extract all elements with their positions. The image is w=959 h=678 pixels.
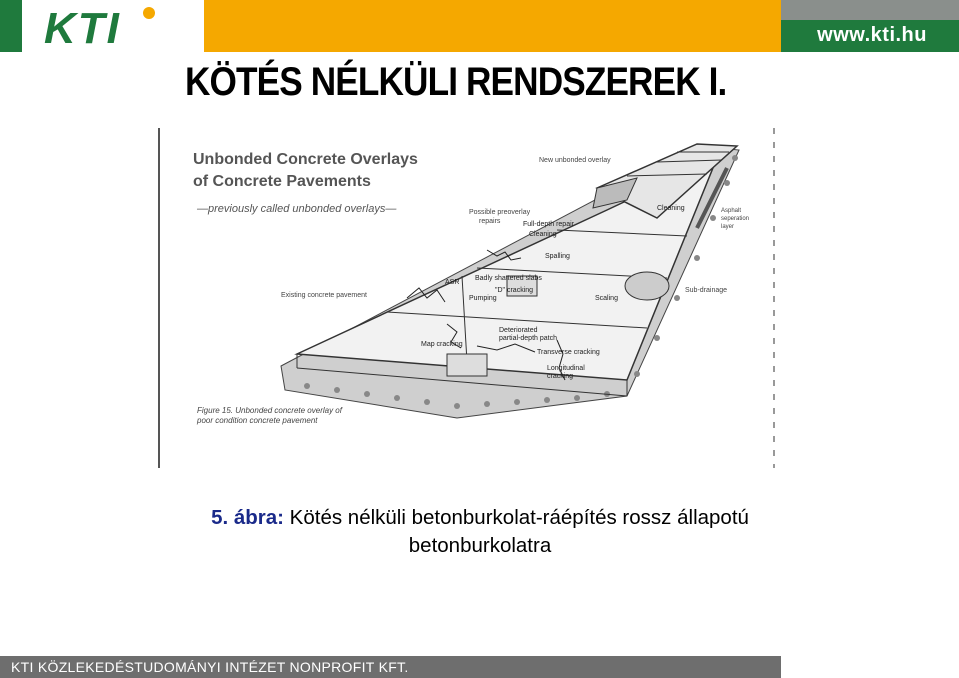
label-shattered: Badly shattered slabs — [475, 275, 542, 282]
label-full-depth: Full-depth repair — [523, 221, 574, 228]
label-asphalt-1: Asphalt — [721, 208, 742, 214]
label-asphalt-2: seperation — [721, 216, 750, 222]
caption-prefix: 5. ábra: — [211, 506, 284, 529]
label-longitudinal-2: cracking — [547, 373, 574, 380]
label-asr: ASR — [445, 279, 460, 286]
logo-sun-icon — [143, 7, 155, 19]
header-green-block — [0, 0, 22, 52]
label-new-overlay: New unbonded overlay — [539, 157, 611, 164]
label-existing: Existing concrete pavement — [281, 292, 367, 299]
label-cleaning-1: Cleaning — [529, 231, 557, 238]
label-preoverlay: Possible preoverlay — [469, 209, 531, 216]
label-deteriorated-2: partial-depth patch — [499, 335, 557, 342]
header-orange-band — [204, 0, 781, 52]
figure-title-line1: Unbonded Concrete Overlays — [193, 151, 418, 168]
figure-subtitle: —previously called unbonded overlays— — [197, 203, 397, 215]
header-url-box[interactable] — [781, 0, 959, 52]
label-longitudinal-1: Longitudinal — [547, 365, 585, 372]
footer-text: KTI KÖZLEKEDÉSTUDOMÁNYI INTÉZET NONPROFIT KFT. — [11, 659, 409, 675]
label-transverse: Transverse cracking — [537, 349, 600, 356]
footer-bar — [0, 656, 781, 678]
caption-line2: betonburkolatra — [408, 534, 552, 557]
caption-line1: Kötés nélküli betonburkolat-ráépítés rossz állapotú — [283, 506, 749, 529]
label-map-cracking: Map cracking — [421, 341, 463, 348]
figure-caption-line1: Figure 15. Unbonded concrete overlay of — [197, 406, 342, 415]
footer-right-block — [781, 656, 959, 678]
figure-title-line2: of Concrete Pavements — [193, 173, 371, 190]
header-url[interactable]: www.kti.hu — [817, 24, 927, 46]
label-asphalt-3: layer — [721, 224, 735, 230]
label-d-cracking: "D" cracking — [495, 287, 534, 294]
header-grey-strip — [781, 0, 959, 20]
figure-caption — [100, 504, 860, 560]
label-repairs: repairs — [479, 218, 501, 225]
logo-text: KTI — [44, 4, 121, 53]
label-deteriorated-1: Deteriorated — [499, 327, 538, 334]
label-cleaning-2: Cleaning — [657, 205, 685, 212]
label-spalling: Spalling — [545, 253, 570, 260]
figure-caption-line2: poor condition concrete pavement — [197, 416, 318, 425]
label-subdrainage: Sub-drainage — [685, 287, 728, 294]
label-scaling: Scaling — [595, 295, 618, 302]
label-pumping: Pumping — [469, 295, 497, 302]
figure-image — [157, 128, 777, 468]
slide-title: KÖTÉS NÉLKÜLI RENDSZEREK I. — [185, 60, 727, 104]
logo[interactable] — [22, 0, 204, 52]
